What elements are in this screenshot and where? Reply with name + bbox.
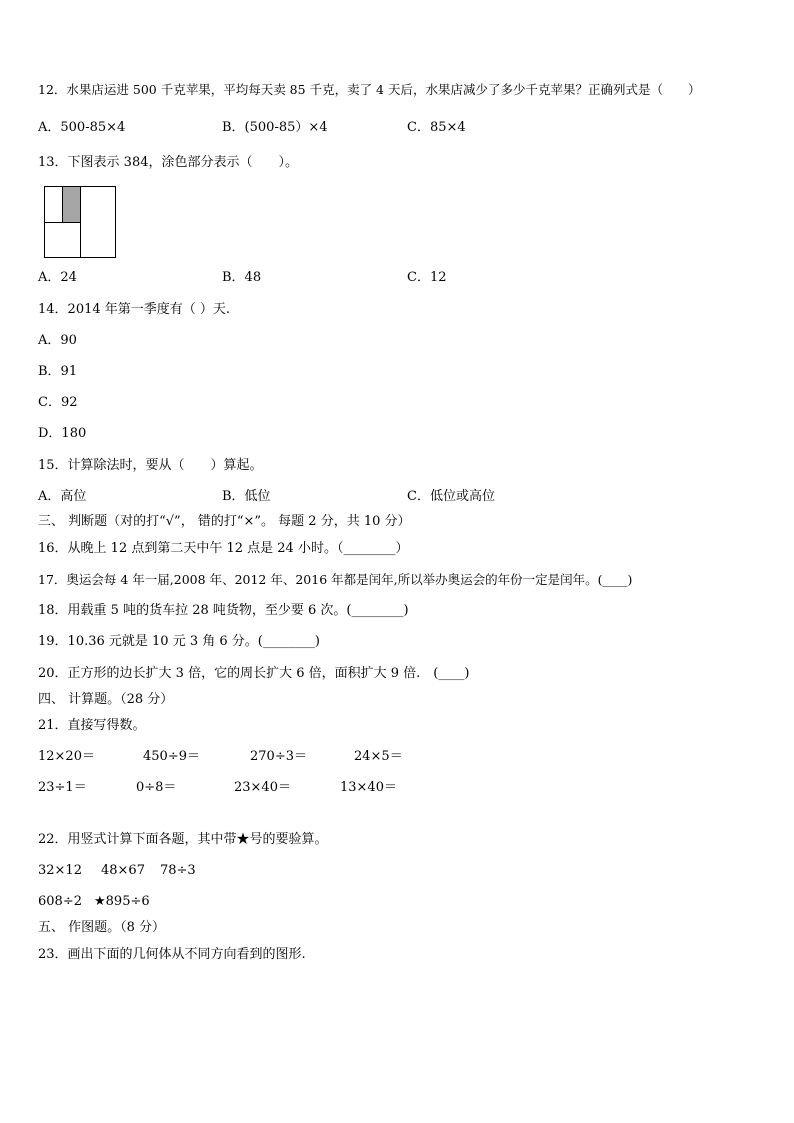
- q14-option-d: D．180: [38, 426, 87, 441]
- q14-option-a: A．90: [38, 333, 77, 348]
- section-3-heading: 三、 判断题（对的打“√”， 错的打“×”。 每题 2 分，共 10 分）: [38, 514, 411, 529]
- q21-item: 24×5＝: [354, 749, 403, 764]
- q13-option-a: A．24: [38, 270, 77, 285]
- q12-option-c: C．85×4: [407, 120, 466, 135]
- q13-fraction-figure: [44, 186, 116, 258]
- q21-item: 23×40＝: [234, 780, 291, 795]
- q16: 16．从晚上 12 点到第二天中午 12 点是 24 小时。（________）: [38, 541, 409, 556]
- q21-item: 12×20＝: [38, 749, 95, 764]
- fraction-square-diagram: [44, 186, 116, 258]
- q14-option-c: C．92: [38, 395, 78, 410]
- q13-stem: 13．下图表示 384，涂色部分表示（ ）。: [38, 155, 298, 170]
- q22-item: ★895÷6: [94, 894, 150, 909]
- q21-item: 0÷8＝: [136, 780, 177, 795]
- q20: 20．正方形的边长扩大 3 倍，它的周长扩大 6 倍，面积扩大 9 倍. (____): [38, 666, 470, 681]
- section-4-heading: 四、 计算题。（28 分）: [38, 692, 174, 707]
- q15-option-a: A．高位: [38, 489, 87, 504]
- q21-item: 270÷3＝: [250, 749, 307, 764]
- q22-stem: 22．用竖式计算下面各题，其中带★号的要验算。: [38, 832, 328, 847]
- q13-option-b: B．48: [222, 270, 262, 285]
- q12-stem: 12．水果店运进 500 千克苹果，平均每天卖 85 千克，卖了 4 天后，水果店减少了多少千克苹果？正确列式是（ ）: [38, 82, 701, 97]
- section-5-heading: 五、 作图题。（8 分）: [38, 920, 166, 935]
- q15-option-b: B．低位: [222, 489, 271, 504]
- q12-option-b: B．(500-85）×4: [222, 120, 328, 135]
- q14-stem: 14．2014 年第一季度有（ ）天.: [38, 302, 231, 317]
- q22-item: 78÷3: [160, 863, 196, 878]
- shaded-part: [63, 187, 81, 223]
- q23: 23．画出下面的几何体从不同方向看到的图形.: [38, 947, 306, 962]
- q19: 19．10.36 元就是 10 元 3 角 6 分。(________): [38, 634, 320, 649]
- q21-stem: 21．直接写得数。: [38, 718, 146, 733]
- q21-item: 23÷1＝: [38, 780, 87, 795]
- q22-item: 608÷2: [38, 894, 82, 909]
- q22-item: 48×67: [101, 863, 145, 878]
- q12-option-a: A．500-85×4: [38, 120, 126, 135]
- q21-item: 13×40＝: [340, 780, 397, 795]
- q15-stem: 15．计算除法时，要从（ ）算起。: [38, 458, 263, 473]
- q18: 18．用载重 5 吨的货车拉 28 吨货物，至少要 6 次。(________): [38, 603, 409, 618]
- q13-option-c: C．12: [407, 270, 447, 285]
- q17: 17．奥运会每 4 年一届,2008 年、2012 年、2016 年都是闰年,所以举办奥运会的年份一定是闰年。(____): [38, 572, 633, 587]
- q14-option-b: B．91: [38, 364, 78, 379]
- q21-item: 450÷9＝: [143, 749, 200, 764]
- q22-item: 32×12: [38, 863, 82, 878]
- q15-option-c: C．低位或高位: [407, 489, 495, 504]
